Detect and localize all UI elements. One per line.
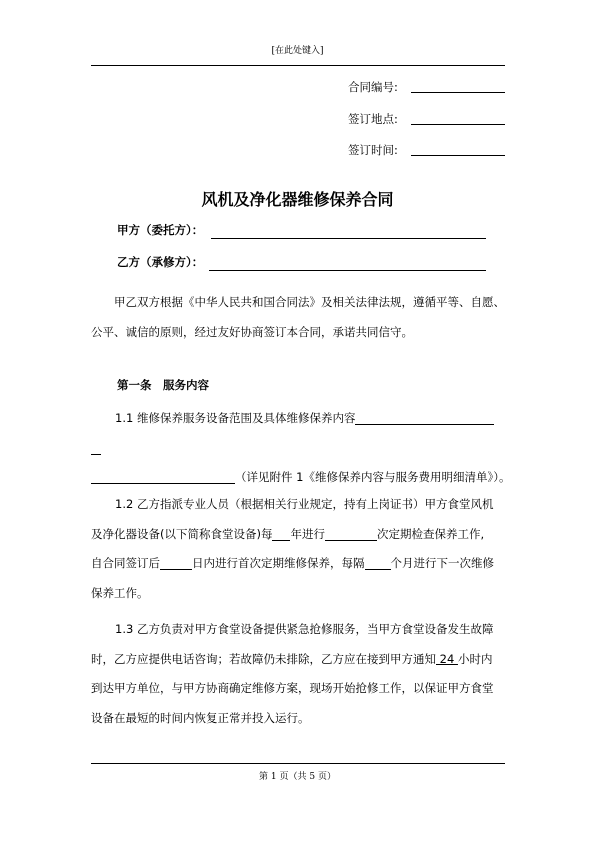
clause-1-1-ref: （详见附件 1《维修保养内容与服务费用明细清单》）。 — [235, 470, 511, 485]
party-b-row — [117, 254, 487, 272]
contract-number-blank[interactable] — [411, 92, 505, 93]
clause-1-2-text: 个月进行下一次维修 — [390, 556, 494, 571]
clause-1-3 — [91, 615, 505, 733]
intro-line-2: 公平、诚信的原则，经过友好协商签订本合同，承诺共同信守。 — [91, 324, 413, 339]
sign-time-label: 签订时间: — [348, 143, 398, 157]
clause-1-3-text: 小时内 — [457, 651, 493, 666]
party-b-label: 乙方（承修方）： — [117, 255, 204, 269]
clause-1-2-line-1: 1.2 乙方指派专业人员（根据相关行业规定，持有上岗证书）甲方食堂风机 — [115, 497, 494, 511]
days-blank[interactable] — [160, 555, 192, 570]
intro-line-1: 甲乙双方根据《中华人民共和国合同法》及相关法律法规，遵循平等、自愿、 — [114, 295, 505, 309]
page-header: [在此处键入] — [271, 46, 324, 56]
times-blank[interactable] — [325, 526, 377, 541]
years-blank[interactable] — [272, 526, 290, 541]
clause-1-3-text: 时，乙方应提供电话咨询；若故障仍未排除，乙方应在接到甲方通知 — [91, 651, 436, 666]
clause-1-2-text: 自合同签订后 — [91, 556, 160, 571]
clause-1-1-blank-2[interactable] — [91, 469, 235, 484]
clause-1-2-text: 及净化器设备(以下简称食堂设备)每 — [91, 526, 273, 541]
clause-1-3-line-1: 1.3 乙方负责对甲方食堂设备提供紧急抢修服务，当甲方食堂设备发生故障 — [115, 622, 494, 636]
article-1-heading: 第一条 服务内容 — [117, 378, 209, 392]
sign-place-label: 签订地点: — [348, 112, 398, 126]
sign-time-blank[interactable] — [411, 155, 505, 156]
party-a-blank[interactable] — [211, 238, 486, 239]
clause-1-2-text: 次定期检查保养工作, — [376, 526, 485, 541]
party-b-blank[interactable] — [209, 270, 486, 271]
clause-1-1-blank[interactable] — [355, 410, 494, 425]
months-blank[interactable] — [365, 555, 391, 570]
clause-1-2-text: 年进行 — [290, 526, 325, 541]
sign-place-blank[interactable] — [411, 124, 505, 125]
clause-1-2-line-4: 保养工作。 — [91, 585, 149, 600]
clause-1-2-text: 日内进行首次定期维修保养，每隔 — [192, 556, 365, 571]
clause-1-3-line-3: 到达甲方单位，与甲方协商确定维修方案，现场开始抢修工作，以保证甲方食堂 — [91, 681, 494, 696]
page-footer: 第 1 页（共 5 页） — [259, 772, 336, 782]
intro-paragraph — [91, 288, 505, 347]
footer-rule — [91, 763, 505, 764]
contract-number-label: 合同编号: — [348, 80, 398, 94]
clause-1-1 — [91, 404, 511, 493]
party-a-label: 甲方（委托方）： — [117, 223, 204, 237]
clause-1-1-blank-cont[interactable] — [91, 440, 101, 455]
response-hours[interactable]: 24 — [436, 651, 458, 666]
clause-1-2 — [91, 490, 505, 608]
document-title: 风机及净化器维修保养合同 — [201, 190, 394, 209]
header-rule — [91, 65, 505, 66]
sign-time-row — [300, 141, 505, 159]
clause-1-1-text: 1.1 维修保养服务设备范围及具体维修保养内容 — [115, 411, 356, 425]
contract-number-row — [300, 78, 505, 96]
clause-1-3-line-4: 设备在最短的时间内恢复正常并投入运行。 — [91, 710, 310, 725]
party-a-row — [117, 222, 487, 240]
sign-place-row — [300, 110, 505, 128]
